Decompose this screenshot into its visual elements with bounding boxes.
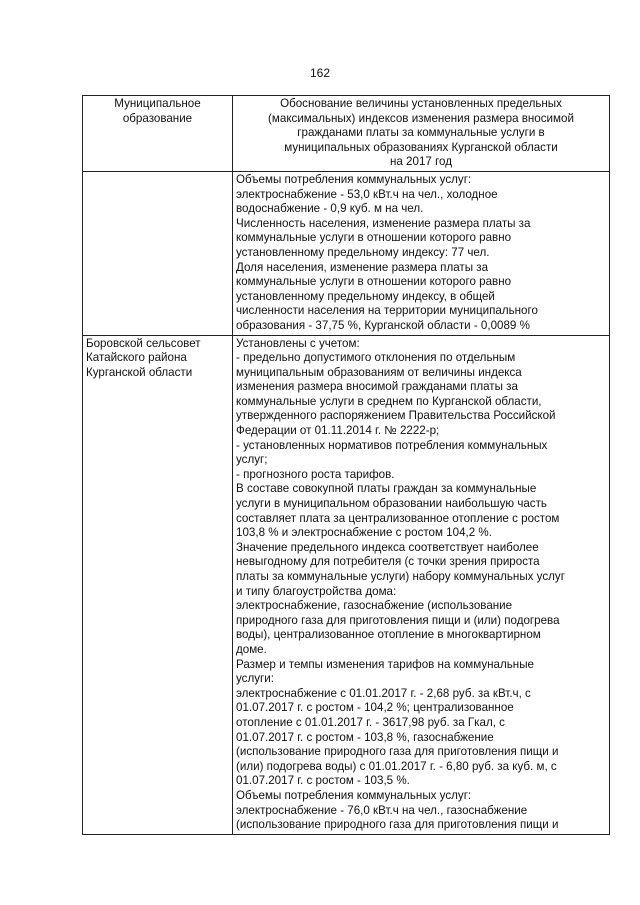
text-line: отопление с 01.01.2017 г. - 3617,98 руб. за Гкал, с xyxy=(236,715,505,729)
text-line: установленному предельному индексу: 77 чел. xyxy=(236,245,490,259)
text-line: муниципальным образованиям от величины индекса xyxy=(236,365,522,379)
text-line: электроснабжение - 53,0 кВт.ч на чел., холодное xyxy=(236,187,498,201)
text-line: услуги: xyxy=(236,672,274,686)
table-row xyxy=(83,335,610,834)
text-line: Значение предельного индекса соответствует наиболее xyxy=(236,540,539,554)
text-line: изменения размера вносимой гражданами платы за xyxy=(236,380,518,394)
text-line: образования - 37,75 %, Курганской области - 0,0089 % xyxy=(236,318,530,332)
text-line: коммунальные услуги в отношении которого равно xyxy=(236,275,512,289)
municipality-line: Боровской сельсовет xyxy=(86,336,201,350)
text-line: численности населения на территории муниципального xyxy=(236,304,538,318)
text-line: невыгодному для потребителя (с точки зрения прироста xyxy=(236,555,540,569)
justification-table xyxy=(82,95,610,835)
municipality-cell-empty xyxy=(83,171,233,335)
text-line: воды), централизованное отопление в многоквартирном xyxy=(236,628,541,642)
text-line: Федерации от 01.11.2014 г. № 2222-р; xyxy=(236,424,440,438)
text-line: - предельно допустимого отклонения по отдельным xyxy=(236,351,516,365)
municipality-line: Курганской области xyxy=(86,365,193,379)
table-row xyxy=(83,171,610,335)
text-line: доме. xyxy=(236,642,267,656)
text-line: 01.07.2017 г. с ростом - 103,8 %, газоснабжение xyxy=(236,730,494,744)
text-line: 01.07.2017 г. с ростом - 104,2 %; централизованное xyxy=(236,701,514,715)
text-line: Объемы потребления коммунальных услуг: xyxy=(236,788,472,802)
municipality-cell xyxy=(83,335,233,834)
header-line: Обоснование величины установленных предельных xyxy=(280,97,562,110)
text-line: водоснабжение - 0,9 куб. м на чел. xyxy=(236,202,424,216)
text-line: (использование природного газа для приготовления пищи и xyxy=(236,818,559,832)
justification-cell xyxy=(233,171,610,335)
text-line: услуги в муниципальном образовании наибольшую часть xyxy=(236,497,547,511)
text-line: услуг; xyxy=(236,453,268,467)
text-line: Доля населения, изменение размера платы за xyxy=(236,260,489,274)
text-line: коммунальные услуги в отношении которого равно xyxy=(236,231,512,245)
header-line: на 2017 год xyxy=(389,155,453,169)
text-line: электроснабжение - 76,0 кВт.ч на чел., газоснабжение xyxy=(236,803,528,817)
text-line: В составе совокупной платы граждан за коммунальные xyxy=(236,482,537,496)
text-line: коммунальные услуги в среднем по Курганской области, xyxy=(236,394,542,408)
header-line: Муниципальное xyxy=(114,97,201,110)
text-line: 103,8 % и электроснабжение с ростом 104,2 %. xyxy=(236,526,492,540)
justification-cell xyxy=(233,335,610,834)
text-line: 01.07.2017 г. с ростом - 103,5 %. xyxy=(236,774,410,788)
text-line: Установлены с учетом: xyxy=(236,336,360,350)
text-line: природного газа для приготовления пищи и (или) подогрева xyxy=(236,613,560,627)
header-line: муниципальных образованиях Курганской области xyxy=(284,140,558,154)
municipality-line: Катайского района xyxy=(86,351,187,365)
text-line: электроснабжение, газоснабжение (использование xyxy=(236,599,513,613)
text-line: Объемы потребления коммунальных услуг: xyxy=(236,172,472,186)
header-line: (максимальных) индексов изменения размера вносимой xyxy=(268,111,574,125)
text-line: - установленных нормативов потребления коммунальных xyxy=(236,438,548,452)
text-line: (или) подогрева воды) с 01.01.2017 г. - 6,80 руб. за куб. м, с xyxy=(236,759,557,773)
text-line: Размер и темпы изменения тарифов на коммунальные xyxy=(236,657,534,671)
text-line: установленному предельному индексу, в общей xyxy=(236,289,495,303)
text-line: Численность населения, изменение размера платы за xyxy=(236,216,531,230)
header-justification xyxy=(233,96,610,172)
table-header-row xyxy=(83,96,610,172)
text-line: - прогнозного роста тарифов. xyxy=(236,467,395,481)
text-line: утвержденного распоряжением Правительства Российской xyxy=(236,409,556,423)
text-line: (использование природного газа для приготовления пищи и xyxy=(236,745,559,759)
text-line: составляет плата за централизованное отопление с ростом xyxy=(236,511,560,525)
text-line: и типу благоустройства дома: xyxy=(236,584,397,598)
page-number: 162 xyxy=(309,66,331,80)
header-line: образование xyxy=(122,111,193,125)
text-line: платы за коммунальные услуги) набору коммунальных услуг xyxy=(236,570,565,583)
header-line: гражданами платы за коммунальные услуги в xyxy=(297,126,545,140)
header-municipality xyxy=(83,96,233,172)
text-line: электроснабжение с 01.01.2017 г. - 2,68 руб. за кВт.ч, с xyxy=(236,686,531,700)
